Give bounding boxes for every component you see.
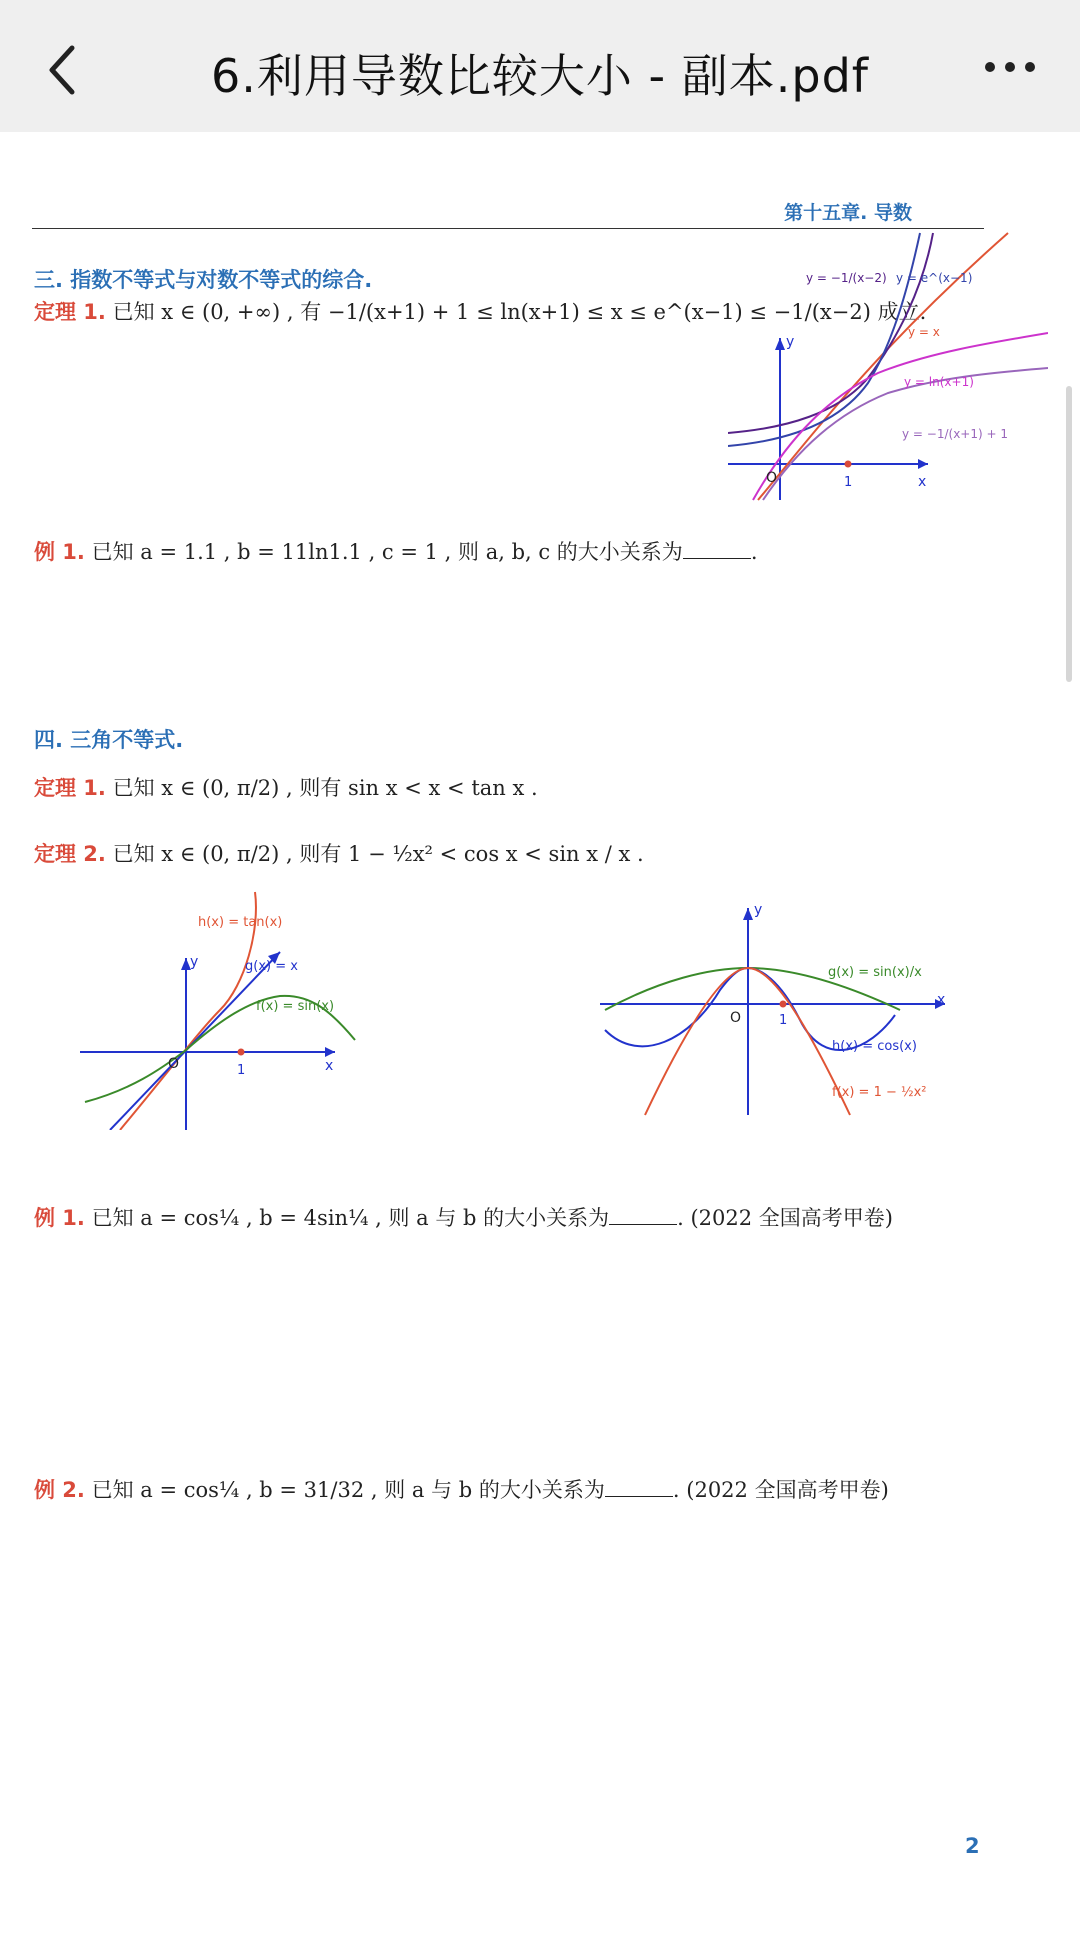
answer-blank xyxy=(683,557,751,559)
x-axis-arrow xyxy=(918,459,928,469)
section4-example2-label: 例 2. xyxy=(34,1478,85,1502)
curve-cos xyxy=(605,968,895,1050)
tick-point xyxy=(238,1049,245,1056)
graph3-label-cos: h(x) = cos(x) xyxy=(832,1039,917,1054)
answer-blank xyxy=(605,1495,673,1497)
more-horizontal-icon xyxy=(980,52,1040,82)
section3-example1-text: 已知 a = 1.1 , b = 11ln1.1 , c = 1 , 则 a, b, c 的大小关系为 xyxy=(91,540,683,564)
graph3-tick: 1 xyxy=(779,1013,788,1028)
answer-blank xyxy=(609,1223,677,1225)
graph1-axis-x: x xyxy=(918,474,927,490)
section4-title: 四. 三角不等式. xyxy=(34,728,184,752)
section4-theorem1-label: 定理 1. xyxy=(34,776,106,800)
graph2-axis-x: x xyxy=(325,1058,334,1074)
curve-ln xyxy=(753,333,1048,500)
graph1-origin: O xyxy=(766,470,778,486)
tick-point xyxy=(780,1001,787,1008)
scrollbar[interactable] xyxy=(1066,386,1072,682)
top-bar xyxy=(0,0,1080,132)
y-axis-arrow xyxy=(775,338,785,350)
page-number: 2 xyxy=(965,1834,980,1858)
graph1-label-frac: y = −1/(x−2) xyxy=(806,271,887,285)
section4-theorem1-text: 已知 x ∈ (0, π/2) , 则有 sin x < x < tan x . xyxy=(112,776,538,800)
graph1-label-ln: y = ln(x+1) xyxy=(904,375,974,389)
section4-example2: 例 2. 已知 a = cos¼ , b = 31/32 , 则 a 与 b 的大小关系为 . (2022 全国高考甲卷) xyxy=(34,1478,889,1502)
chapter-header: 第十五章. 导数 xyxy=(784,202,912,224)
more-button[interactable] xyxy=(980,52,1040,82)
graph2-label-tan: h(x) = tan(x) xyxy=(198,915,283,930)
graph3-origin: O xyxy=(730,1010,742,1026)
graph1-label-exp: y = e^(x−1) xyxy=(896,271,973,285)
graph2-label-line: g(x) = x xyxy=(245,959,298,974)
section3-theorem1-label: 定理 1. xyxy=(34,300,106,324)
graph1-axis-y: y xyxy=(786,334,795,350)
section4-example1-label: 例 1. xyxy=(34,1206,85,1230)
graph1-label-line: y = x xyxy=(908,325,940,339)
graph2-label-sin: f(x) = sin(x) xyxy=(256,999,335,1014)
graph-trig-sin xyxy=(80,890,380,1130)
graph3-label-poly: f(x) = 1 − ½x² xyxy=(832,1085,927,1100)
section3-example1: 例 1. 已知 a = 1.1 , b = 11ln1.1 , c = 1 , 则 a, b, c 的大小关系为 . xyxy=(34,540,758,564)
graph-trig-cos xyxy=(600,900,960,1125)
section4-theorem2-text: 已知 x ∈ (0, π/2) , 则有 1 − ½x² < cos x < sin x / x . xyxy=(112,842,644,866)
graph-exp-log xyxy=(728,228,1048,502)
section4-example1-source: (2022 全国高考甲卷) xyxy=(690,1206,893,1230)
graph3-axis-x: x xyxy=(937,992,946,1008)
graph1-label-recip: y = −1/(x+1) + 1 xyxy=(902,427,1008,441)
section4-theorem2-label: 定理 2. xyxy=(34,842,106,866)
graph3-axis-y: y xyxy=(754,902,763,918)
section4-example1: 例 1. 已知 a = cos¼ , b = 4sin¼ , 则 a 与 b 的大小关系为 . (2022 全国高考甲卷) xyxy=(34,1206,893,1230)
graph2-origin: O xyxy=(168,1056,180,1072)
section3-title: 三. 指数不等式与对数不等式的综合. xyxy=(34,268,373,292)
section4-theorem1 xyxy=(34,772,538,802)
graph2-tick: 1 xyxy=(237,1063,246,1078)
y-axis-arrow xyxy=(743,908,753,920)
curve-exp xyxy=(728,233,920,446)
tick-point xyxy=(845,461,852,468)
graph3-label-sinc: g(x) = sin(x)/x xyxy=(828,965,922,980)
x-axis-arrow xyxy=(325,1047,335,1057)
section4-example2-text: 已知 a = cos¼ , b = 31/32 , 则 a 与 b 的大小关系为 xyxy=(91,1478,605,1502)
section3-theorem1-text: 已知 x ∈ (0, +∞) , 有 −1/(x+1) + 1 ≤ ln(x+1) ≤ x ≤ e^(x−1) ≤ −1/(x−2) 成立. xyxy=(112,300,927,324)
section4-theorem2 xyxy=(34,838,644,868)
section4-example1-text: 已知 a = cos¼ , b = 4sin¼ , 则 a 与 b 的大小关系为 xyxy=(91,1206,610,1230)
section4-example2-source: (2022 全国高考甲卷) xyxy=(686,1478,889,1502)
graph1-tick: 1 xyxy=(844,475,853,490)
graph2-axis-y: y xyxy=(190,954,199,970)
document-title: 6.利用导数比较大小 - 副本.pdf xyxy=(211,49,869,103)
section3-example1-label: 例 1. xyxy=(34,540,85,564)
